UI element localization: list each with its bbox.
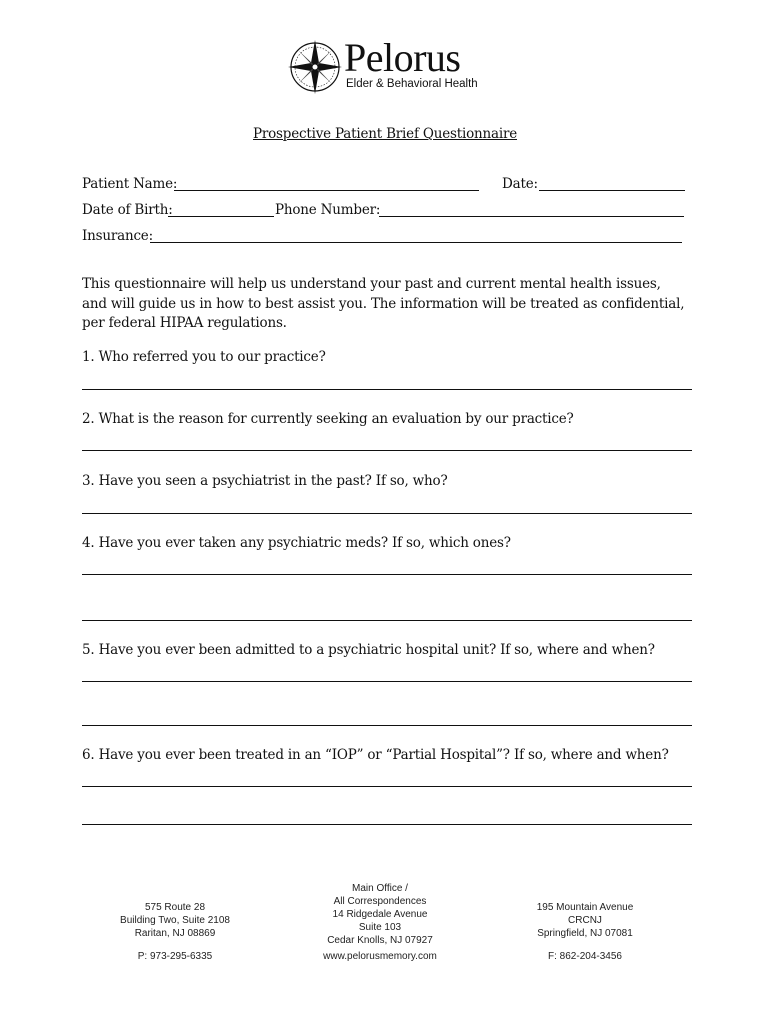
question-1: 1. Who referred you to our practice? <box>82 349 326 365</box>
patient-name-field[interactable] <box>174 190 479 191</box>
phone-number-label: Phone Number: <box>275 202 381 218</box>
logo-name: Pelorus <box>344 35 461 80</box>
date-label: Date: <box>502 176 538 192</box>
phone-number-field[interactable] <box>379 216 684 217</box>
logo-subtitle: Elder & Behavioral Health <box>346 78 478 90</box>
intro-line: and will guide us in how to best assist you. The information will be treated as confidential, <box>82 295 685 312</box>
date-field[interactable] <box>539 190 685 191</box>
date-of-birth-field[interactable] <box>168 216 274 217</box>
answer-line-6a[interactable] <box>82 786 692 787</box>
compass-rose-icon <box>286 38 344 96</box>
answer-line-1[interactable] <box>82 389 692 390</box>
patient-name-label: Patient Name: <box>82 176 178 192</box>
answer-line-4b[interactable] <box>82 620 692 621</box>
question-4: 4. Have you ever taken any psychiatric meds? If so, which ones? <box>82 535 511 551</box>
answer-line-6b[interactable] <box>82 824 692 825</box>
answer-line-3[interactable] <box>82 513 692 514</box>
footer-website[interactable]: www.pelorusmemory.com <box>323 951 437 962</box>
footer-phone: P: 973-295-6335 <box>137 951 213 962</box>
footer-fax: F: 862-204-3456 <box>548 951 622 962</box>
question-5: 5. Have you ever been admitted to a psychiatric hospital unit? If so, where and when? <box>82 642 655 658</box>
answer-line-5a[interactable] <box>82 681 692 682</box>
insurance-label: Insurance: <box>82 228 153 244</box>
page-title: Prospective Patient Brief Questionnaire <box>252 126 518 142</box>
date-of-birth-label: Date of Birth: <box>82 202 173 218</box>
intro-line: per federal HIPAA regulations. <box>82 315 287 331</box>
answer-line-4a[interactable] <box>82 574 692 575</box>
insurance-field[interactable] <box>150 242 682 243</box>
question-3: 3. Have you seen a psychiatrist in the past? If so, who? <box>82 473 448 489</box>
answer-line-2[interactable] <box>82 450 692 451</box>
intro-paragraph <box>82 275 684 334</box>
intro-line: This questionnaire will help us understand your past and current mental health issues, <box>82 276 661 292</box>
footer-main-office-address: Main Office / All Correspondences 14 Ridgedale Avenue Suite 103 Cedar Knolls, NJ 07927 <box>327 883 433 946</box>
question-6: 6. Have you ever been treated in an “IOP” or “Partial Hospital”? If so, where and when? <box>82 747 669 763</box>
answer-line-5b[interactable] <box>82 725 692 726</box>
footer-springfield-address: 195 Mountain Avenue CRCNJ Springfield, NJ 07081 <box>536 902 634 939</box>
footer-raritan-address: 575 Route 28 Building Two, Suite 2108 Raritan, NJ 08869 <box>120 902 230 939</box>
question-2: 2. What is the reason for currently seeking an evaluation by our practice? <box>82 411 574 427</box>
